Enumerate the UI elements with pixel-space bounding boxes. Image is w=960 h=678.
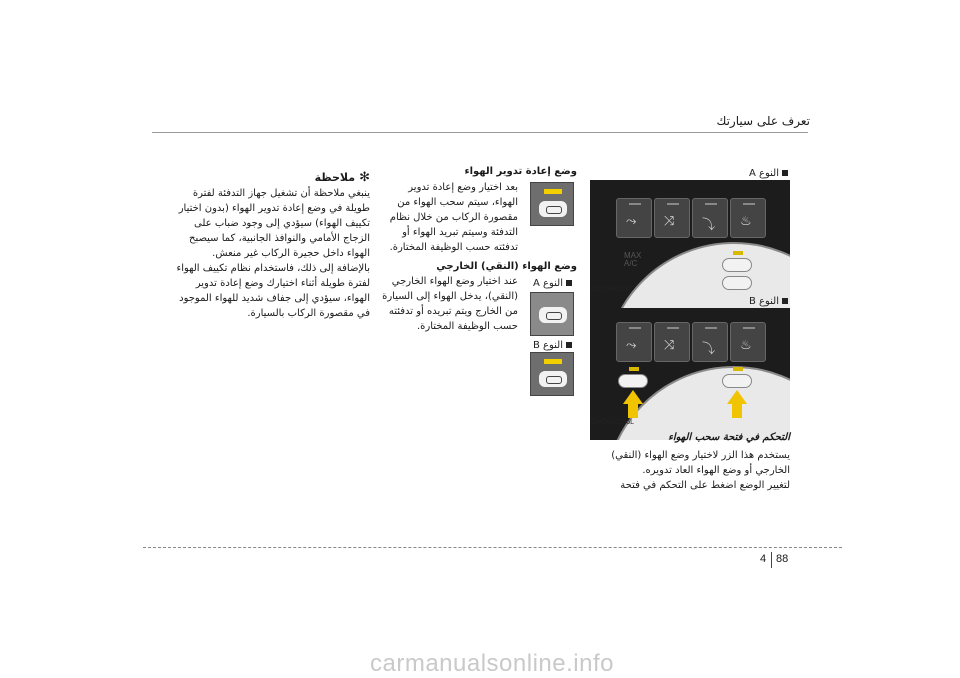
fresh-air-car-icon [539, 307, 567, 323]
text-line: تدفئته حسب الوظيفة المختارة. [389, 242, 518, 253]
text-line: تكييف الهواء) سيؤدي إلى وجود ضباب على [194, 218, 370, 229]
text-line: مقصورة الركاب من خلال نظام [389, 212, 518, 223]
text-line: التدفئة وسيتم تبريد الهواء أو [402, 227, 518, 238]
page-header-title: تعرف على سيارتك [716, 114, 810, 128]
text-line: لفترة طويلة أثناء اختيارك وضع إعادة تدوير [195, 278, 370, 289]
fresh-air-car-icon [539, 371, 567, 387]
fresh-air-heading: وضع الهواء (النقي) الخارجي [436, 261, 577, 272]
header-rule [152, 132, 808, 133]
fresh-air-mode-button [722, 276, 752, 290]
air-intake-body [560, 448, 790, 493]
type-a-label [533, 278, 572, 289]
vent-defrost-button [730, 322, 766, 362]
watermark: carmanualsonline.info [370, 650, 614, 677]
recirc-body [378, 180, 518, 255]
text-line: عند اختيار وضع الهواء الخارجي [391, 276, 518, 287]
figure-a-label-text: النوع A [749, 168, 779, 179]
text-line: الزجاج الأمامي والنوافذ الجانبية، كما سيصبح [188, 233, 370, 244]
figure-a-code: OMD040106 [591, 286, 631, 293]
note-heading [315, 170, 370, 185]
vent-bilevel-button [654, 198, 690, 238]
recirc-heading: وضع إعادة تدوير الهواء [464, 166, 577, 177]
text-line: الهواء داخل حجيرة الركاب غير منعش. [212, 248, 370, 259]
fresh-air-figure-b [530, 352, 574, 396]
text-line: لتغيير الوضع اضغط على التحكم في فتحة [620, 480, 790, 491]
bullet-square-icon [782, 170, 788, 176]
recirc-indicator-led [733, 367, 743, 371]
vent-bilevel-button [654, 322, 690, 362]
page-number: 88 [776, 553, 789, 565]
recirc-mode-figure [530, 182, 574, 226]
fresh-air-body [378, 274, 518, 334]
note-heading-text: ملاحظة [314, 171, 356, 184]
vent-face-button [616, 322, 652, 362]
vent-face-icon: ⤳ [626, 214, 637, 229]
fresh-air-mode-button [618, 374, 648, 388]
text-line: الخارجي أو وضع الهواء العاد تدويره. [642, 465, 790, 476]
bullet-square-icon [566, 342, 572, 348]
defrost-icon: ♨ [740, 214, 752, 229]
vent-bilevel-icon: ⤨ [664, 338, 675, 353]
type-b-label-text: النوع B [532, 340, 563, 351]
figure-b-code: OMD041106L [591, 419, 635, 426]
vent-face-icon: ⤳ [626, 338, 637, 353]
vent-face-button [616, 198, 652, 238]
footer-divider [771, 552, 772, 568]
fresh-indicator-led [629, 367, 639, 371]
figure-b-label [749, 296, 788, 307]
text-line: طويلة في وضع إعادة تدوير الهواء (بدون اختيار [178, 203, 370, 214]
vent-defrost-button [730, 198, 766, 238]
text-line: الهواء، سيؤدي إلى جفاف شديد للهواء الموجود [179, 293, 370, 304]
figure-a-label [749, 168, 788, 179]
text-line: ينبغي ملاحظة أن تشغيل جهاز التدفئة لفترة [192, 188, 370, 199]
recirc-mode-button [722, 374, 752, 388]
vent-floor-button [692, 322, 728, 362]
text-line: بالإضافة إلى ذلك، فاستخدام نظام تكييف الهواء [176, 263, 370, 274]
recirc-mode-button [722, 258, 752, 272]
note-body [140, 186, 370, 321]
section-number: 4 [760, 553, 767, 565]
type-b-label [533, 340, 572, 351]
text-line: في مقصورة الركاب بالسيارة. [247, 308, 370, 319]
bullet-square-icon [566, 280, 572, 286]
recirc-indicator-led [733, 251, 743, 255]
air-intake-heading: التحكم في فتحة سحب الهواء [668, 432, 790, 443]
text-line: بعد اختيار وضع إعادة تدوير [408, 182, 518, 193]
max-ac-label: MAX A/C [624, 251, 642, 268]
vent-floor-icon: ⤵ [702, 342, 716, 357]
text-line: حسب الوظيفة المختارة. [416, 321, 518, 332]
vent-floor-button [692, 198, 728, 238]
text-line: الهواء، سيتم سحب الهواء من [397, 197, 518, 208]
recirc-car-icon [539, 201, 567, 217]
defrost-icon: ♨ [740, 338, 752, 353]
bullet-square-icon [782, 298, 788, 304]
footer-rule [143, 547, 842, 548]
text-line: (النقي)، يدخل الهواء إلى السيارة [382, 291, 518, 302]
text-line: يستخدم هذا الزر لاختيار وضع الهواء (النقي) [611, 450, 790, 461]
fresh-air-figure-a [530, 292, 574, 336]
text-line: من الخارج ويتم تبريده أو تدفئته [388, 306, 518, 317]
type-a-label-text: النوع A [533, 278, 563, 289]
figure-b-label-text: النوع B [748, 296, 779, 307]
note-star-icon: ✻ [359, 170, 370, 185]
vent-floor-icon: ⤵ [702, 218, 716, 233]
vent-bilevel-icon: ⤨ [664, 214, 675, 229]
